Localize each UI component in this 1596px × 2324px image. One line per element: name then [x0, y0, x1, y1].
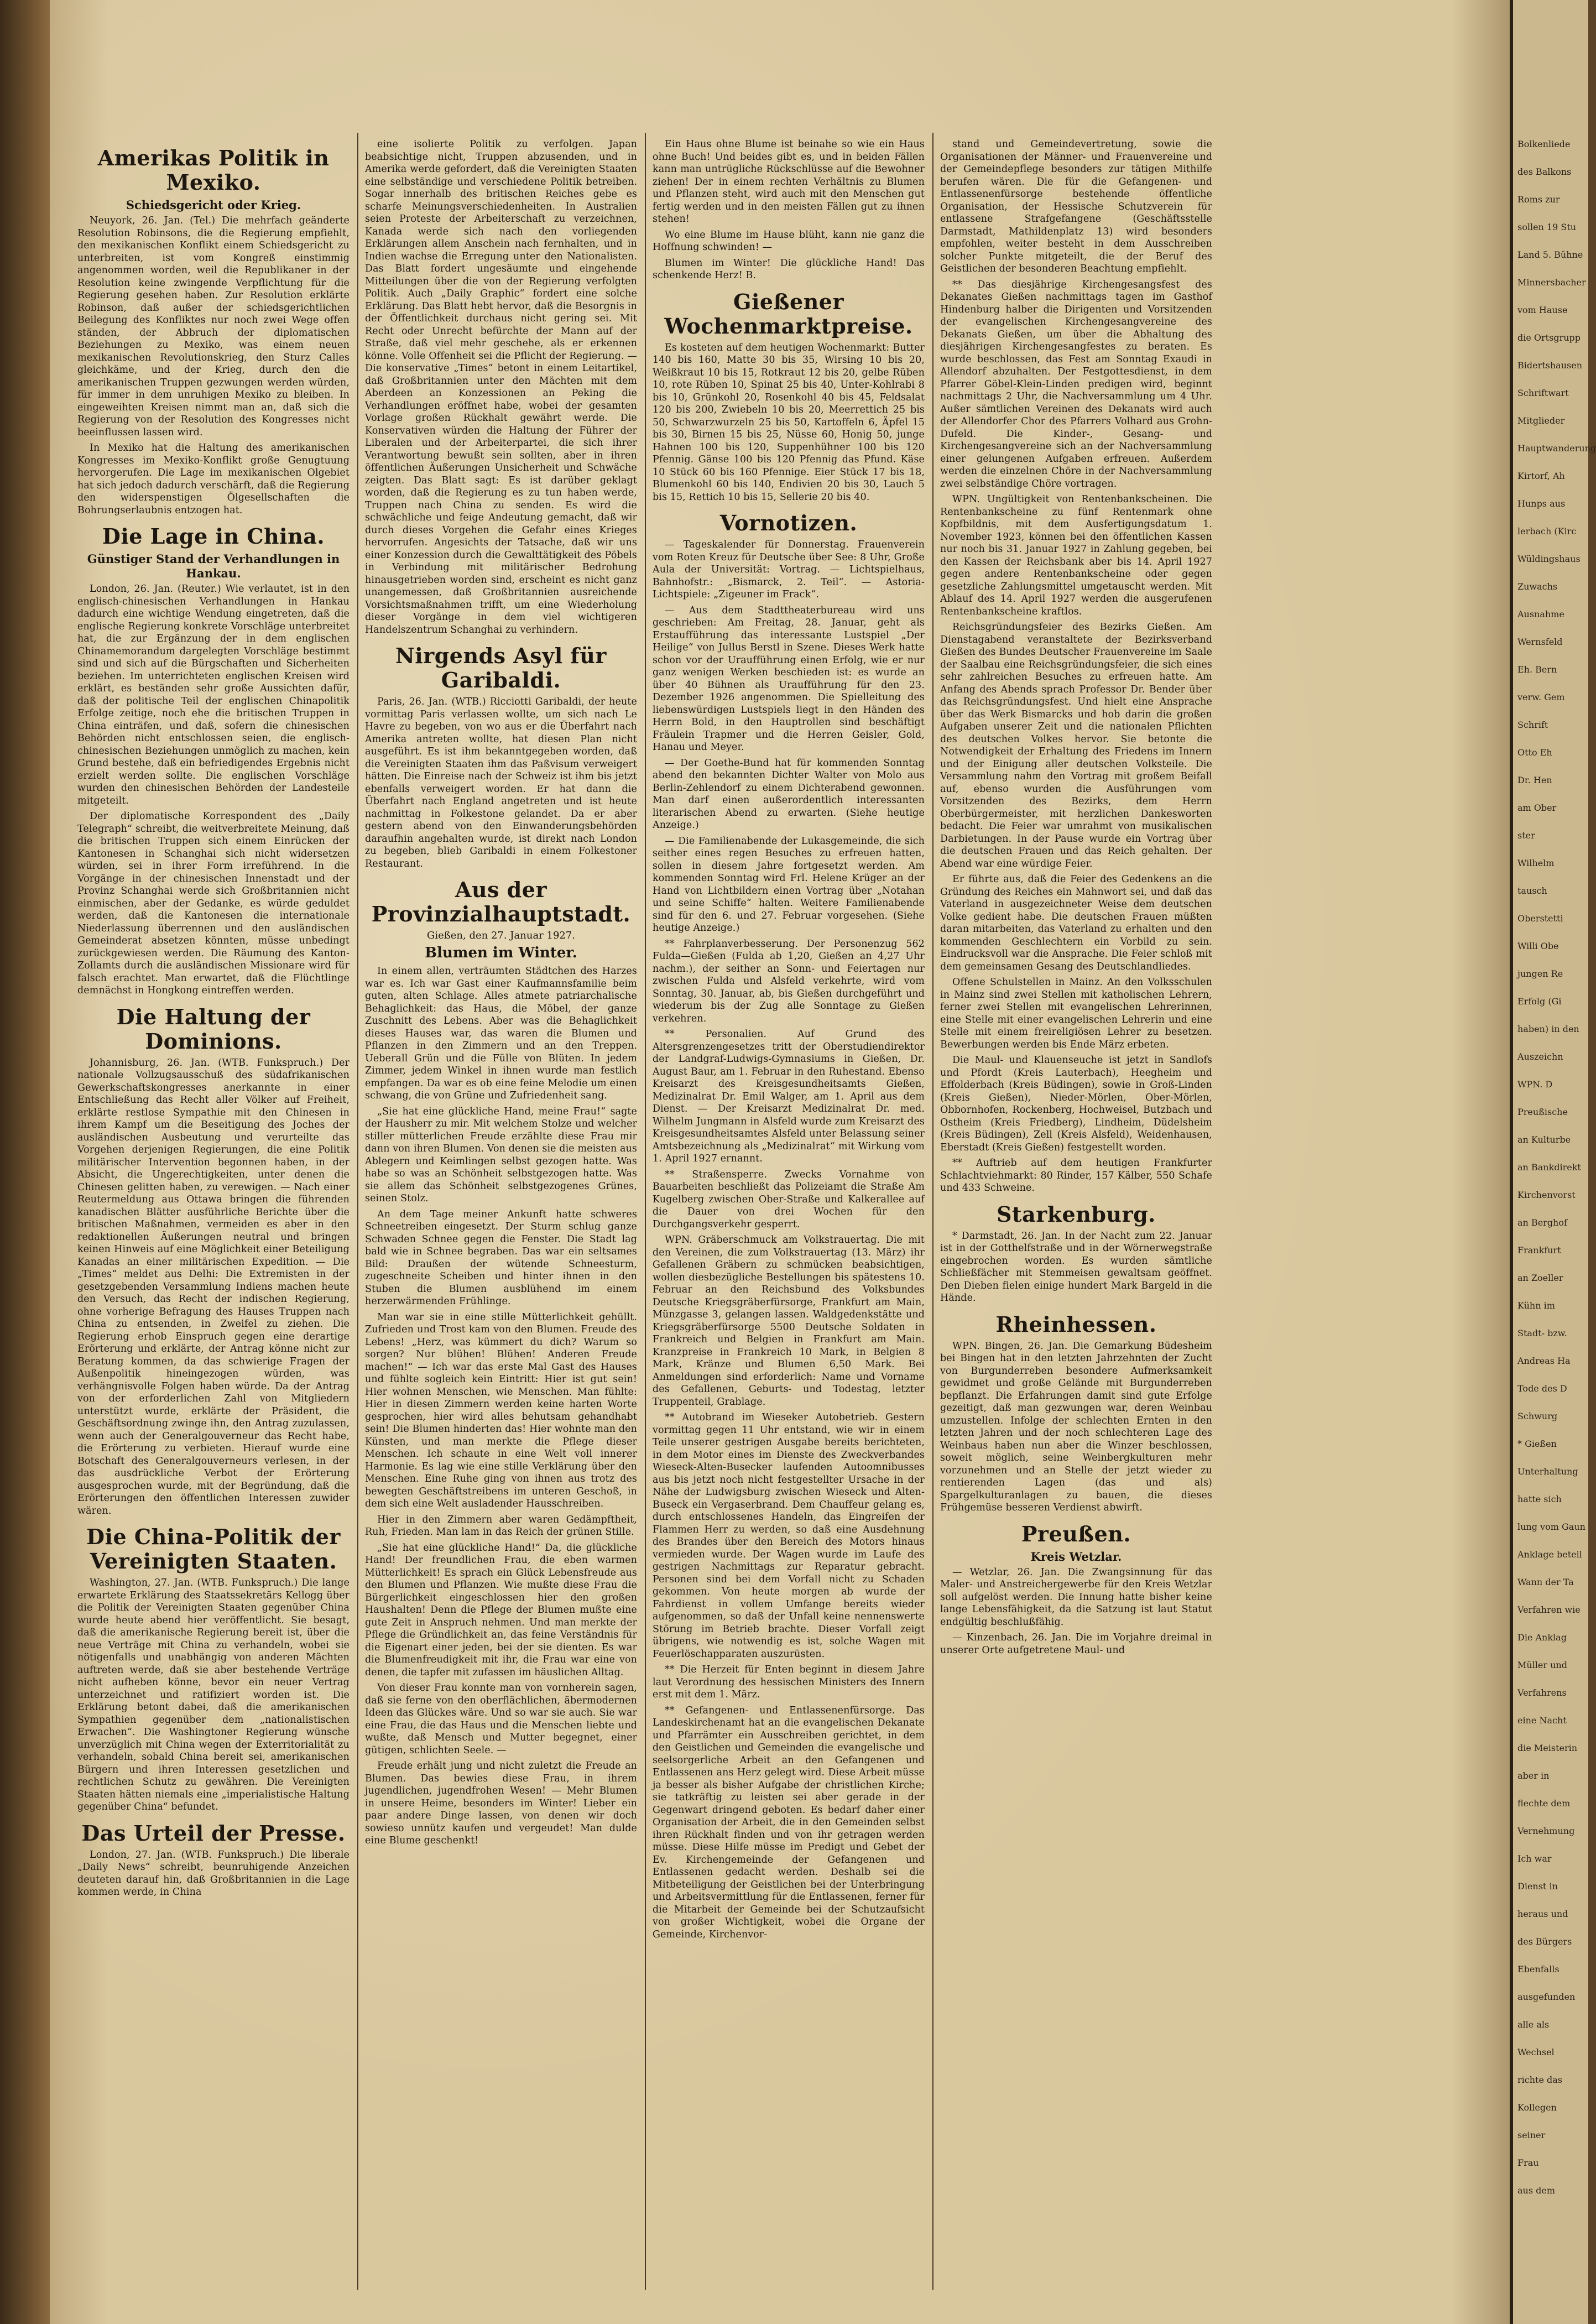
paragraph: Offene Schulstellen in Mainz. An den Volksschulen in Mainz sind zwei Stellen mit katholischen Lehrern, ferner zwei Stellen mit evangelischen Lehrerinnen, eine Stelle mit einer evangelischen Lehrerin und eine Stelle mit einem freireligiösen Lehrer zu besetzen. Bewerbungen werden bis Ende März erbeten.	[940, 977, 1212, 1050]
column-3	[653, 138, 925, 2290]
adjacent-page-line: * Gießen	[1517, 1439, 1557, 1449]
article	[940, 138, 1212, 1195]
adjacent-page-line: des Bürgers	[1517, 1936, 1572, 1947]
paragraph: ** Die Herzeit für Enten beginnt in diesem Jahre laut Verordnung des hessischen Ministers des Innern erst mit dem 1. März.	[653, 1664, 925, 1700]
adjacent-page-line: die Meisterin	[1517, 1743, 1578, 1753]
adjacent-page-line: Schrift	[1517, 720, 1548, 730]
adjacent-page-line: Kirtorf, Ah	[1517, 471, 1565, 481]
adjacent-page-line: Mitglieder	[1517, 415, 1565, 426]
adjacent-page-line: Hauptwanderung	[1517, 443, 1596, 454]
paragraph: In einem allen, verträumten Städtchen des Harzes war es. Ich war Gast einer Kaufmannsfamilie beim guten, alten Schlage. Alles atmete patriarchalische Behaglichkeit: das Haus, die Möbel, der ganze Zuschnitt des Lebens. Aber was die Behaglichkeit dieses Hauses war, das waren die Blumen und Pflanzen in den Zimmern und an den Treppen. Ueberall Grün und die Fülle von Blüten. In jedem Zimmer, jedem Winkel in ihnen wurde man festlich empfangen. Da war es ob eine feine Melodie um einen schwang, die von Grüne und Zufriedenheit sang.	[365, 966, 637, 1101]
adjacent-page-line: Die Anklag	[1517, 1632, 1567, 1643]
paragraph: ** Autobrand im Wieseker Autobetrieb. Gestern vormittag gegen 11 Uhr entstand, wie wir in einem Teile unserer gestrigen Ausgabe bereits berichteten, in dem Motor eines im Dienste des Zweckverbandes Wieseck-Alten-Busecker laufenden Autoomnibusses aus bis jetzt noch nicht festgestellter Ursache in der Nähe der Ludwigsburg zwischen Wieseck und Alten-Buseck ein Vergaserbrand. Dem Chauffeur gelang es, durch entschlossenes Handeln, das Eingreifen der Flammen Herr zu werden, so daß eine Ausdehnung des Brandes über den Bereich des Motors hinaus vermieden wurde. Der Wagen wurde im Laufe des gestrigen Nachmittags zur Reparatur gebracht. Personen sind bei dem Vorfall nicht zu Schaden gekommen. Von heute morgen ab wurde der Fahrdienst in vollem Umfange bereits wieder aufgenommen, so daß der Unfall keine nennenswerte Störung im Betrieb brachte. Dieser Vorfall zeigt übrigens, wie notwendig es ist, solche Wagen mit Feuerlöschapparaten auszurüsten.	[653, 1412, 925, 1660]
adjacent-page-line: Kirchenvorst	[1517, 1190, 1576, 1200]
adjacent-page-line: Eh. Bern	[1517, 664, 1557, 675]
adjacent-page-line: an Berghof	[1517, 1217, 1567, 1228]
adjacent-page-line: Bidertshausen	[1517, 360, 1583, 371]
article-headline: Vornotizen.	[719, 510, 858, 535]
article-subheadline: Günstiger Stand der Verhandlungen in Hankau.	[87, 552, 340, 580]
adjacent-page-line: Wilhelm	[1517, 858, 1555, 868]
paragraph: An dem Tage meiner Ankunft hatte schweres Schneetreiben eingesetzt. Der Sturm schlug ganze Schwaden Schnee gegen die Fenster. Die Stadt lag bald wie in Schnee begraben. Das war ein seltsames Bild: Draußen der wütende Schneesturm, zugeschneite Scheiben und hinter ihnen in den Stuben die Blumen ausblühend im einem herzerwärmenden Frühlinge.	[365, 1208, 637, 1307]
adjacent-page-line: Schwurg	[1517, 1411, 1558, 1421]
article	[653, 290, 925, 504]
paragraph: Blumen im Winter! Die glückliche Hand! Das schenkende Herz! B.	[653, 257, 925, 281]
adjacent-page-line: alle als	[1517, 2019, 1550, 2030]
paragraph: In Mexiko hat die Haltung des amerikanischen Kongresses im Mexiko-Konflikt große Genugtuung hervorgerufen. Die Lage im mexikanischen Olgebiet hat sich jedoch dadurch verschärft, daß die Regierung den widerspenstigen Ölgesellschaften die Bohrungserlaubnis entzogen hat.	[77, 442, 350, 516]
article-headline: Die China-Politik der Vereinigten Staaten.	[86, 1524, 341, 1573]
adjacent-page-line: Otto Eh	[1517, 747, 1552, 758]
adjacent-page-line: Wernsfeld	[1517, 637, 1563, 647]
article	[77, 1821, 350, 1899]
paragraph: stand und Gemeindevertretung, sowie die Organisationen der Männer- und Frauenvereine und der Gemeindepflege besonders zur tätigen Mithilfe berufen wären. Die für die Gefangenen- und Entlassenenfürsorge bestehende öffentliche Organisation, der Hessische Schutzverein für entlassene Strafgefangene (Geschäftsstelle Darmstadt, Mathildenplatz 13) wird besonders empfohlen, weiter besteht in dem Ausschreiben solcher Punkte mitgeteilt, die der Beruf des Geistlichen der besonderen Beachtung empfiehlt.	[940, 139, 1212, 274]
article-subheadline: Kreis Wetzlar.	[1030, 1549, 1122, 1564]
article-subheadline: Schiedsgericht oder Krieg.	[126, 198, 301, 212]
adjacent-page-line: lung vom Gaun	[1517, 1521, 1585, 1532]
adjacent-page-line: Kollegen	[1517, 2102, 1557, 2113]
adjacent-page-line: an Bankdirekt	[1517, 1162, 1581, 1173]
paragraph: Johannisburg, 26. Jan. (WTB. Funkspruch.) Der nationale Vollzugsausschuß des südafrikanischen Gewerkschaftskongresses anerkannte in einer Entschließung das Recht aller Völker auf Freiheit, erklärte restlose Sympathie mit den Chinesen in ihrem Kampf um die Beseitigung des Joches der ausländischen Ausbeutung und verurteilte das Vorgehen derjenigen Regierungen, die eine Politik militärischer Intervention begonnen haben, in der Absicht, die Ungerechtigkeiten, unter denen die Chinesen gelitten haben, zu verewigen. — Nach einer Reutermeldung aus Ottawa bringen die führenden kanadischen Blätter ausführliche Berichte über die britischen Maßnahmen, vermeiden es aber in den redaktionellen Äußerungen neutral und bringen keinen Hinweis auf eine Möglichkeit einer Beteiligung Kanadas an einer militärischen Expedition. — Die „Times“ meldet aus Delhi: Die Extremisten in der gesetzgebenden Versammlung Indiens machen heute den Versuch, das Recht der indischen Regierung, ohne vorherige Befragung des Hauses Truppen nach China zu entsenden, in Zweifel zu ziehen. Die Regierung erhob Einspruch gegen eine derartige Erörterung und erklärte, der Antrag könne nicht zur Beratung kommen, da das schwierige Fragen der Außenpolitik hineingezogen würden, was verhängnisvolle Folgen haben würde. Da der Antrag von der erforderlichen Zahl von Mitgliedern unterstützt wurde, erklärte der Präsident, die Geschäftsordnung zwinge ihn, den Antrag zuzulassen, wenn auch der Generalgouverneur das Recht habe, die Erörterung zu verbieten. Hierauf wurde eine Botschaft des Generalgouverneurs verlesen, in der das ausdrückliche Verbot der Erörterung ausgesprochen wurde, mit der Begründung, daß die Erörterungen den öffentlichen Interessen zuwider wären.	[77, 1057, 350, 1517]
paragraph: ** Personalien. Auf Grund des Altersgrenzengesetzes tritt der Oberstudiendirektor der Landgraf-Ludwigs-Gymnasiums in Gießen, Dr. August Baur, am 1. Februar in den Ruhestand. Ebenso Kreisarzt des Kreisgesundheitsamts Gießen, Medizinalrat Dr. Emil Walger, am 1. April aus dem Dienst. — Der Kreisarzt Medizinalrat Dr. med. Wilhelm Jungmann in Alsfeld wurde zum Kreisarzt des Kreisgesundheitsamtes Alsfeld unter Belassung seiner Amtsbezeichnung als „Medizinalrat“ mit Wirkung vom 1. April 1927 ernannt.	[653, 1029, 925, 1164]
adjacent-page-line: Andreas Ha	[1517, 1356, 1571, 1366]
paragraph: Washington, 27. Jan. (WTB. Funkspruch.) Die lange erwartete Erklärung des Staatssekretärs Kellogg über die Politik der Vereinigten Staaten gegenüber China wurde heute abend hier veröffentlicht. Sie besagt, daß die amerikanische Regierung bereit ist, über die neue Verträge mit China zu verhandeln, wobei sie nötigenfalls und unabhängig von anderen Mächten auftreten werde, daß sie aber bestehende Verträge nicht aufheben könne, bevor ein neuer Vertrag unterzeichnet und ratifiziert worden ist. Die Erklärung betont dabei, daß die amerikanischen Sympathien gegenüber dem „nationalistischen Erwachen“. Die Washingtoner Regierung wünsche unverzüglich mit China wegen der Exterritorialität zu verhandeln, sobald China bereit sei, amerikanischen Bürgern und ihren Interessen gesetzlichen und rechtlichen Schutz zu gewähren. Die Vereinigten Staaten hätten niemals eine „imperialistische Haltung gegenüber China“ befundet.	[77, 1577, 350, 1812]
column-rule	[645, 133, 646, 2290]
paragraph: — Wetzlar, 26. Jan. Die Zwangsinnung für das Maler- und Anstreichergewerbe für den Kreis Wetzlar soll aufgelöst werden. Die Innung hatte bisher keine lange Lebensfähigkeit, da die Satzung ist laut Statut endgültig beschlußfähig.	[940, 1566, 1212, 1628]
article-headline: Amerikas Politik in Mexiko.	[97, 145, 330, 195]
adjacent-page-line: Verfahren wie	[1517, 1604, 1581, 1615]
paragraph: Die Maul- und Klauenseuche ist jetzt in Sandlofs und Pfordt (Kreis Lauterbach), Heegheim und Effolderbach (Kreis Büdingen), sowie in Groß-Linden (Kreis Gießen), Nieder-Mörlen, Ober-Mörlen, Obbornhofen, Rockenberg, Hochweisel, Butzbach und Ostheim (Kreis Friedberg), Lindheim, Düdelsheim (Kreis Büdingen), Zell (Kreis Alsfeld), Weidenhausen, Eberstadt (Kreis Gießen) festgestellt worden.	[940, 1055, 1212, 1153]
article	[365, 644, 637, 870]
adjacent-page-line: Erfolg (Gi	[1517, 996, 1562, 1007]
adjacent-page-line: Ausnahme	[1517, 609, 1564, 619]
adjacent-page-line: Wechsel	[1517, 2047, 1555, 2057]
adjacent-page-line: tausch	[1517, 885, 1547, 896]
article-headline: Preußen.	[1021, 1521, 1131, 1546]
adjacent-page-line: Müller und	[1517, 1660, 1567, 1670]
adjacent-page-line: lerbach (Kirc	[1517, 526, 1577, 536]
adjacent-page-line: Willi Obe	[1517, 941, 1559, 951]
article-headline: Rheinhessen.	[995, 1311, 1157, 1337]
adjacent-page-line: Preußische	[1517, 1107, 1568, 1117]
paragraph: — Kinzenbach, 26. Jan. Die im Vorjahre dreimal in unserer Orte aufgetretene Maul- und	[940, 1632, 1212, 1656]
article	[77, 1005, 350, 1518]
adjacent-page-line: ausgefunden	[1517, 1992, 1576, 2002]
article	[365, 945, 637, 1847]
article	[77, 146, 350, 517]
adjacent-page-line: Roms zur	[1517, 194, 1560, 205]
paragraph: ** Fahrplanverbesserung. Der Personenzug 562 Fulda—Gießen (Fulda ab 1,20, Gießen an 4,27 Uhr nachm.), der seither an Sonn- und Feiertagen nur zwischen Fulda und Alsfeld verkehrte, wird vom Sonntag, 30. Januar, ab, bis Gießen durchgeführt und wiederum bis der Zug alle Sonntage zu Gießen verkehren.	[653, 938, 925, 1024]
book-binding	[0, 0, 50, 2324]
adjacent-page-line: Oberstetti	[1517, 913, 1563, 924]
adjacent-page-line: an Kulturbe	[1517, 1134, 1571, 1145]
adjacent-page-line: richte das	[1517, 2075, 1563, 2085]
adjacent-page-line: Ebenfalls	[1517, 1964, 1560, 1974]
adjacent-page-line: Unterhaltung	[1517, 1466, 1578, 1477]
adjacent-page-line: jungen Re	[1517, 968, 1563, 979]
article-headline: Die Lage in China.	[102, 524, 325, 549]
article-headline: Aus der Provinzialhauptstadt.	[371, 877, 631, 926]
paragraph: — Aus dem Stadttheaterbureau wird uns geschrieben: Am Freitag, 28. Januar, geht als Erstaufführung das interessante Lustspiel „Der Heilige“ von Jullus Berstl in Szene. Dieses Werk hatte schon vor der Uraufführung einen Erfolg, wie er nur ganz wenigen Werken beschieden ist: es wurde an über 40 Bühnen als Uraufführung für den 23. Dezember 1926 angenommen. Die Spielleitung des liebenswürdigen Lustspiels liegt in den Händen des Herrn Bold, in den Hauptrollen sind beschäftigt Fräulein Trapmer und die Herren Geisler, Gold, Hanau und Meyer.	[653, 605, 925, 753]
adjacent-page-line: des Balkons	[1517, 166, 1572, 177]
paragraph: WPN. Ungültigkeit von Rentenbankscheinen. Die Rentenbankscheine zu fünf Rentenmark ohne Kopfbildnis, mit dem Ausfertigungsdatum 1. November 1923, können bei den öffentlichen Kassen nur noch bis 31. Januar 1927 in Zahlung gegeben, bei den Kassen der Reichsbank aber bis 14. April 1927 gegen andere Rentenbankscheine oder gegen gesetzliche Zahlungsmittel umgetauscht werden. Mit Ablauf des 14. April 1927 werden die ausgerufenen Rentenbankscheine kraftlos.	[940, 494, 1212, 617]
article	[940, 1522, 1212, 1657]
paragraph: Man war sie in eine stille Mütterlichkeit gehüllt. Zufrieden und Trost kam von den Blumen. Freude des Lebens! „Herz, was kümmert du dich? Warum so sorgen? Nur blühen! Blühen! Anderen Freude machen!“ — Ich war das erste Mal Gast des Hauses und fühlte sogleich kein Eintritt: Hier ist gut sein! Hier wohnen Menschen, wie Menschen. Man fühlte: Hier in diesen Zimmern werden keine harten Worte gesprochen, hier wird alles behutsam gehandhabt sein! Die Blumen hinderten das! Hier wohnte man den Künsten, und man merkte die Pflege dieser Menschen. Ich schaute in eine Welt voll innerer Harmonie. Es lag wie eine stille Verklärung über den Menschen. Eine Ruhe ging von ihnen aus trotz des bewegten Geschäftstreibens im unteren Geschoß, in dem sich eine Welt ausladender Hausschreiben.	[365, 1311, 637, 1509]
adjacent-page-line: Verfahrens	[1517, 1687, 1567, 1698]
adjacent-page-line: Stadt- bzw.	[1517, 1328, 1567, 1338]
adjacent-page-line: Frau	[1517, 2158, 1539, 2168]
adjacent-page-line: seiner	[1517, 2130, 1546, 2140]
article	[940, 1202, 1212, 1305]
column-2	[365, 138, 637, 2290]
adjacent-page-line: die Ortsgrupp	[1517, 332, 1581, 343]
article-headline: Das Urteil der Presse.	[81, 1820, 346, 1846]
paragraph: Reichsgründungsfeier des Bezirks Gießen. Am Dienstagabend veranstaltete der Bezirksverband Gießen des Bundes Deutscher Frauenvereine im Saale der Saalbau eine Reichsgründungsfeier, die sich eines sehr zahlreichen Besuches zu erfreuen hatte. Am Anfang des Abends sprach Professor Dr. Bender über das Reichsgründungsfest. Und hielt eine Ansprache über das Werk Bismarcks und hob darin die großen Aufgaben unserer Zeit und die nationalen Pflichten des deutschen Volkes hervor. Sie betonte die Notwendigkeit der Erhaltung des Friedens im Innern und der Einigung aller deutschen Volksteile. Die Versammlung nahm den Vortrag mit großem Beifall auf, ebenso wurden die Ausführungen vom Vorsitzenden des Bezirks, dem Herrn Oberbürgermeister, mit herzlichen Dankesworten bedacht. Die Feier war umrahmt von musikalischen Darbietungen. In der Pause wurde ein Vortrag über die deutschen Frauen und das Reich gehalten. Der Abend war eine würdige Feier.	[940, 622, 1212, 869]
paragraph: Neuyork, 26. Jan. (Tel.) Die mehrfach geänderte Resolution Robinsons, die die Regierung empfiehlt, den mexikanischen Konflikt einem Schiedsgericht zu unterbreiten, ist vom Kongreß einstimmig angenommen worden, weil die Republikaner in der Resolution keine zwingende Verpflichtung für die Regierung gesehen haben. Zur Resolution erklärte Robinson, daß außer der schiedsgerichtlichen Beilegung des Konfliktes nur noch zwei Wege offen ständen, der Abbruch der diplomatischen Beziehungen zu Mexiko, was einem neuen mexikanischen Revolutionskrieg, den Sturz Calles gleichkäme, und der Krieg, durch den die amerikanischen Truppen gezwungen werden würden, für immer in dem unruhigen Mexiko zu bleiben. In eingeweihten Kreisen nimmt man an, daß sich die Regierung von der Resolution des Kongresses nicht beeinflussen lassen wird.	[77, 215, 350, 438]
adjacent-page-line: eine Nacht	[1517, 1715, 1567, 1726]
paragraph: — Der Goethe-Bund hat für kommenden Sonntag abend den bekannten Dichter Walter von Molo aus Berlin-Zehlendorf zu einem Dichterabend gewonnen. Man darf einen außerordentlich interessanten literarischen Abend zu erwarten. (Siehe heutige Anzeige.)	[653, 757, 925, 831]
adjacent-page-line: haben) in den	[1517, 1024, 1579, 1034]
adjacent-page-line: verw. Gem	[1517, 692, 1565, 702]
paragraph: WPN. Bingen, 26. Jan. Die Gemarkung Büdesheim bei Bingen hat in den letzten Jahrzehnten der Zucht von Burgunderreben besondere Aufmerksamkeit gewidmet und große Gelände mit Burgunderreben bepflanzt. Die Erfahrungen damit sind gute Erfolge gezeitigt, daß man gezwungen war, deren Weinbau umzustellen. Infolge der schlechten Ernten in den letzten Jahren und der noch schlechteren Lage des Weinbaus haben nun aber die Winzer beschlossen, soweit möglich, seine Weinbergkulturen mehr vorzunehmen und an Stelle der jetzt wieder zu rentierenden Lagen (das und als) Spargelkulturanlagen zu bauen, die dieses Frühgemüse besseren Verdienst abwirft.	[940, 1340, 1212, 1513]
adjacent-page-line: Dr. Hen	[1517, 775, 1552, 785]
adjacent-page-line: Hunps aus	[1517, 498, 1566, 509]
adjacent-page-line: Vernehmung	[1517, 1826, 1575, 1836]
adjacent-page-line: Kühn im	[1517, 1300, 1555, 1311]
adjacent-page-line: sollen 19 Stu	[1517, 222, 1577, 232]
article	[940, 1312, 1212, 1514]
adjacent-page-line: Dienst in	[1517, 1881, 1558, 1891]
adjacent-page-line: heraus und	[1517, 1909, 1568, 1919]
adjacent-page-line: WPN. D	[1517, 1079, 1553, 1090]
article	[365, 878, 637, 941]
paragraph: WPN. Gräberschmuck am Volkstrauertag. Die mit den Vereinen, die zum Volkstrauertag (13. März) ihr Gefallenen Gräbern zu schmücken beabsichtigen, wollen diesbezügliche Bestellungen bis spätestens 10. Februar an den Reichsbund des Volksbundes Deutsche Kriegsgräberfürsorge, Frankfurt am Main, Münzgasse 3, gelangen lassen. Waldgedenkstätte und Kriegsgräberfürsorge 5500 Deutsche Soldaten in Frankreich und Belgien in Frankfurt am Main. Kranzpreise in Frankreich 10 Mark, in Belgien 8 Mark, Kränze und Blumen 6,50 Mark. Bei Anmeldungen sind erforderlich: Name und Vorname des Gefallenen, Geburts- und Todestag, letzter Truppenteil, Grablage.	[653, 1234, 925, 1408]
paragraph: ** Auftrieb auf dem heutigen Frankfurter Schlachtviehmarkt: 80 Rinder, 157 Kälber, 550 Schafe und 433 Schweine.	[940, 1158, 1212, 1194]
article	[365, 138, 637, 636]
article-headline: Gießener Wochenmarktpreise.	[664, 289, 913, 338]
adjacent-page-line: Schriftwart	[1517, 388, 1569, 398]
adjacent-page-line: vom Hause	[1517, 305, 1568, 315]
adjacent-page-line: Wüldingshaus	[1517, 554, 1581, 564]
paragraph: Wo eine Blume im Hause blüht, kann nie ganz die Hoffnung schwinden! —	[653, 229, 925, 253]
adjacent-page-line: Bolkenliede	[1517, 139, 1571, 149]
adjacent-page-line: Frankfurt	[1517, 1245, 1561, 1255]
paragraph: Von dieser Frau konnte man von vornherein sagen, daß sie ferne von den oberflächlichen, äbermodernen Ideen das Glückes wäre. Und so war sie auch. Sie war eine Frau, die das Haus und die Menschen liebte und wußte, daß Mensch und Mutter begegnet, einer gütigen, schlichten Seele. —	[365, 1682, 637, 1756]
adjacent-page-line: Tode des D	[1517, 1383, 1567, 1394]
paragraph: „Sie hat eine glückliche Hand!“ Da, die glückliche Hand! Der freundlichen Frau, die eben warmen Mütterlichkeit! Es sprach ein Glück Lebensfreude aus den Blumen und Pflanzen. Wie mußte diese Frau die Bürgerlichkeit eingeschlossen hier den großen Haushalten! Denn die Pflege der Blumen mußte eine gute Zeit in Anspruch nehmen. Und man merkte der Pflege die Gründlichkeit an, das feine Verständnis für die Eigenart einer jeden, bei der sie dienten. Es war die Blumenfreudigkeit mit ihr, die Frau war eine von denen, die tapfer mit zufassen im häuslichen Alltag.	[365, 1542, 637, 1678]
adjacent-page-line: aus dem	[1517, 2185, 1556, 2196]
adjacent-page-line: Auszeichn	[1517, 1051, 1563, 1062]
paragraph: Paris, 26. Jan. (WTB.) Ricciotti Garibaldi, der heute vormittag Paris verlassen wollte, um sich nach Le Havre zu begeben, von wo aus er die Überfahrt nach Amerika antreten wollte, hat diesen Plan nicht ausgeführt. Es ist ihm bekanntgegeben worden, daß die Vereinigten Staaten ihm das Paßvisum verweigert hätten. Die Einreise nach der Schweiz ist ihm bis jetzt ebenfalls verweigert worden. Er hat dann die Überfahrt nach England angetreten und ist heute nachmittag in Folkestone gelandet. Da er aber gestern abend von den Einwanderungsbehörden daraufhin angehalten wurde, ist direkt nach London zu begeben, blieb Garibaldi in einem Folkestoner Restaurant.	[365, 696, 637, 869]
article	[77, 524, 350, 997]
paragraph: eine isolierte Politik zu verfolgen. Japan beabsichtige nicht, Truppen abzusenden, und in Amerika werde gefordert, daß die Vereinigten Staaten eine selbständige und verschiedene Politik betreiben. Sogar innerhalb des britischen Reiches gebe es scharfe Meinungsverschiedenheiten. In Australien seien Proteste der Arbeiterschaft zu verzeichnen, Kanada werde sich nach den vorliegenden Erklärungen allem Anschein nach fernhalten, und in Indien wachse die Erregung unter den Nationalisten. Das Blatt fordert ungesäumte und eingehende Mitteilungen über die von der Regierung verfolgten Politik. Auch „Daily Graphic“ fordert eine solche Erklärung. Das Blatt hebt hervor, daß die Besorgnis in der Öffentlichkeit durchaus nicht gering sei. Mit Recht oder Unrecht befürchte der Mann auf der Straße, daß viel mehr geschehe, als er erkennen könne. Volle Offenheit sei die Pflicht der Regierung. — Die konservative „Times“ betont in einem Leitartikel, daß Großbritannien unter den Mächten mit dem Aberdeen an Konzessionen an Peking die Verhandlungen eröffnet habe, wobei der gesamten Vorlage großen Rückhalt gewährt werde. Die Konservativen würden die Haltung der Führer der Liberalen und der Arbeiterpartei, die sich ihrer Verantwortung bewußt sein sollten, aber in ihren öffentlichen Äußerungen Unsicherheit und Schwäche zeigten. Das Blatt sagt: Es ist darüber geklagt worden, daß die Regierung es zu tun haben werde, Truppen nach China zu senden. Es wird die schwächliche und feige Andeutung gemacht, daß wir durch dieses Vorgehen die Gefahr eines Krieges hervorrufen. Angesichts der Tatsache, daß wir uns einer Konzession durch die Gewalttätigkeit des Pöbels in Verbindung mit militärischer Bedrohung hinausgetrieben worden sind, erscheint es nicht ganz unangemessen, daß Großbritannien ausreichende Vorsichtsmaßnahmen trifft, um eine Wiederholung dieser Vorgänge in dem viel wichtigeren Handelszentrum Schanghai zu verhindern.	[365, 139, 637, 635]
adjacent-page-line: aber in	[1517, 1770, 1550, 1781]
article	[653, 138, 925, 282]
paragraph: Der diplomatische Korrespondent des „Daily Telegraph“ schreibt, die weitverbreitete Meinung, daß die britischen Truppen sich einem Einrücken der Kantonesen in Schanghai sich nicht widersetzen würden, sei in ihrer Form irreführend. In die Vorgänge in der chinesischen Innenstadt und der Provinz Schanghai werde sich Großbritannien nicht einmischen, aber der Gedanke, es würde geduldet werden, daß die Kantonesen die internationale Niederlassung überrennen und den ausländischen Gemeinderat absetzen könnten, müsse unbedingt zurückgewiesen werden. Die Räumung des Kanton-Zollamts durch die ausländischen Missionare wird für falsch erachtet. Man erwartet, daß die Flüchtlinge demnächst in Hongkong eintreffen werden.	[77, 811, 350, 996]
adjacent-page-line: Wann der Ta	[1517, 1577, 1574, 1587]
article-headline: Die Haltung der Dominions.	[116, 1004, 311, 1054]
adjacent-page-line: Zuwachs	[1517, 581, 1558, 592]
paragraph: — Die Familienabende der Lukasgemeinde, die sich seither eines regen Besuches zu erfreuen hatten, sollen in diesem Jahre fortgesetzt werden. Am kommenden Sonntag wird Frl. Helene Krüger an der Hand von Lichtbildern einen Vortrag über „Notahan und seine Schiffe“ halten. Weitere Familienabende sind für den 6. und 27. Februar vorgesehen. (Siehe heutige Anzeige.)	[653, 835, 925, 934]
adjacent-page-line: flechte dem	[1517, 1798, 1571, 1809]
paragraph: Freude erhält jung und nicht zuletzt die Freude an Blumen. Das bewies diese Frau, in ihrem jugendlichen, jugendfrohen Wesen! — Mehr Blumen in unsere Heime, besonders im Winter! Lieber ein paar andere Dinge lassen, von denen wir doch sowieso unnütz kaufen und vergeudet! Man dulde eine Blume geschenkt!	[365, 1760, 637, 1846]
adjacent-page-strip	[1510, 0, 1596, 2324]
article-dateline: Gießen, den 27. Januar 1927.	[426, 930, 576, 941]
adjacent-page-line: Land 5. Bühne	[1517, 249, 1583, 260]
column-rule	[932, 133, 933, 2290]
adjacent-page-line: ster	[1517, 830, 1535, 841]
column-1	[77, 138, 350, 2290]
article	[653, 511, 925, 1941]
adjacent-page-line: an Zoeller	[1517, 1273, 1563, 1283]
paragraph: Er führte aus, daß die Feier des Gedenkens an die Gründung des Reiches ein Mahnwort sei, und daß das Vaterland in ausgezeichneter Weise dem deutschen Volke gedient habe. Die deutschen Frauen müßten daran mitarbeiten, das Vaterland zu erhalten und den kommenden Geschlechtern ein Vorbild zu sein. Eindrucksvoll war die Ansprache. Die Feier schloß mit dem gemeinsamen Gesang des Deutschlandliedes.	[940, 874, 1212, 972]
newspaper-page	[50, 0, 1510, 2324]
paragraph: Es kosteten auf dem heutigen Wochenmarkt: Butter 140 bis 160, Matte 30 bis 35, Wirsing 10 bis 20, Weißkraut 10 bis 15, Rotkraut 12 bis 20, gelbe Rüben 10, rote Rüben 10, Spinat 25 bis 40, Unter-Kohlrabi 8 bis 10, Grünkohl 20, Rosenkohl 40 bis 45, Feldsalat 120 bis 200, Zwiebeln 10 bis 20, Meerrettich 25 bis 50, Schwarzwurzeln 25 bis 50, Kartoffeln 6, Äpfel 15 bis 30, Birnen 15 bis 25, Nüsse 60, Honig 50, junge Hahnen 100 bis 120, Suppenhühner 100 bis 120 Pfennig. Gänse 100 bis 120 Pfennig das Pfund. Käse 10 Stück 60 bis 160 Pfennige. Eier Stück 17 bis 18, Blumenkohl 60 bis 140, Endivien 20 bis 30, Lauch 5 bis 15, Rettich 10 bis 15, Sellerie 20 bis 40.	[653, 342, 925, 503]
adjacent-page-line: hatte sich	[1517, 1494, 1562, 1504]
article	[77, 1525, 350, 1814]
adjacent-page-line: Anklage beteil	[1517, 1549, 1582, 1560]
paragraph: * Darmstadt, 26. Jan. In der Nacht zum 22. Januar ist in der Gotthelfstraße und in der Wörnerwegstraße eingebrochen worden. Es wurden sämtliche Schließfächer mit Stemmeisen gewaltsam geöffnet. Den Dieben fielen einige hundert Mark Bargeld in die Hände.	[940, 1230, 1212, 1304]
paragraph: London, 26. Jan. (Reuter.) Wie verlautet, ist in den englisch-chinesischen Verhandlungen in Hankau dadurch eine wichtige Wendung eingetreten, daß die englische Regierung konkrete Vorschläge unterbreitet hat, die zur Ergänzung der in dem englischen Chinamemorandum dargelegten Vorschläge bestimmt sind und sich auf die Bürgschaften und Sicherheiten beziehen. Im unterrichteten englischen Kreisen wird erklärt, es beständen sehr große Aussichten dafür, daß der politische Teil der englischen Chinapolitik Erfolge zeitige, noch ehe die britischen Truppen in China einträfen, und daß, sofern die chinesischen Behörden nicht entschlossen seien, die englisch-chinesischen Beziehungen unmöglich zu machen, kein Grund bestehe, daß ein befriedigendes Ergebnis nicht erzielt werden sollte. Die englischen Vorschläge wurden den chinesischen Behörden der Landesteile mitgeteilt.	[77, 583, 350, 806]
paragraph: ** Das diesjährige Kirchengesangsfest des Dekanates Gießen nachmittags tagen im Gasthof Hindenburg halber die Dirigenten und Vorsitzenden der evangelischen Kirchengesangvereine des Dekanats Gießen, um über die Abhaltung des diesjährigen Kirchengesangfestes zu beraten. Es wurde beschlossen, das Fest am Sonntag Exaudi in Allendorf abzuhalten. Der Festgottesdienst, in dem Pfarrer Göbel-Klein-Linden predigen wird, beginnt nachmittags 2 Uhr, die Nachversammlung um 4 Uhr. Außer sämtlichen Vereinen des Dekanats wird auch der Allendorfer Chor des Pfarrers Volhard aus Grohn-Dufeld. Die Kinder-, Gesang- und Kirchengesangvereine sich an der Nachversammlung einer gelungenen Aufgaben erfreuen. Außerdem werden die einzelnen Chöre in der Nachversammlung zwei selbständige Chöre vortragen.	[940, 279, 1212, 489]
adjacent-page-line: Ich war	[1517, 1853, 1552, 1864]
adjacent-page-line: Minnersbacher	[1517, 277, 1586, 288]
paragraph: Hier in den Zimmern aber waren Gedämpftheit, Ruh, Frieden. Man lam in das Reich der grünen Stille.	[365, 1514, 637, 1538]
paragraph: „Sie hat eine glückliche Hand, meine Frau!“ sagte der Hausherr zu mir. Mit welchem Stolze und welcher stiller mütterlichen Freude erzählte diese Frau mir dann von ihren Blumen. Von denen sie die meisten aus Ablegern und Keimlingen selbst gezogen hatte. Was habe so was an Schönheit selbstgezogen hatte. Was sie allem das Schönheit selbstgezogenes Grünes, seinen Stolz.	[365, 1106, 637, 1204]
column-4	[940, 138, 1212, 2290]
paragraph: Ein Haus ohne Blume ist beinahe so wie ein Haus ohne Buch! Und beides gibt es, und in beiden Fällen kann man untrügliche Rückschlüsse auf die Bewohner ziehen! Der in einem rechten Verhältnis zu Blumen und Pflanzen steht, wird auch mit den Menschen gut fertig werden und in den meisten Fällen gut zu ihnen stehen!	[653, 139, 925, 225]
article-headline: Blumen im Winter.	[425, 945, 577, 961]
paragraph: ** Straßensperre. Zwecks Vornahme von Bauarbeiten beschließt das Polizeiamt die Straße Am Kugelberg zwischen Ober-Straße und Kalkerallee auf die Dauer von drei Wochen für den Durchgangsverkehr gesperrt.	[653, 1169, 925, 1230]
paragraph: ** Gefangenen- und Entlassenenfürsorge. Das Landeskirchenamt hat an die evangelischen Dekanate und Pfarrämter ein Ausschreiben gerichtet, in dem den Geistlichen und Gemeinden die evangelische und seelsorgerliche Arbeit an den Gefangenen und Entlassenen ans Herz gelegt wird. Diese Arbeit müsse ja besser als bisher Aufgabe der christlichen Kirche; sie tatkräftig zu leisten sei aber gerade in der Gegenwart dringend geboten. Es bedarf daher einer Organisation der Arbeit, die in den Gemeinden selbst ihren Rückhalt finden und von ihr getragen werden müsse. Diese Hilfe müsse im Predigt und Gebet der Ev. Kirchengemeinde der Gefangenen und Entlassenen gedacht werden. Deshalb sei die Mitbeteiligung der Geistlichen bei der Unterbringung und Arbeitsvermittlung für die Entlassenen, ferner für die Mitarbeit der Gemeinde bei der Schutzaufsicht von großer Wichtigkeit, wobei die Organe der Gemeinde, Kirchenvor-	[653, 1705, 925, 1940]
article-headline: Starkenburg.	[997, 1201, 1156, 1227]
article-headline: Nirgends Asyl für Garibaldi.	[395, 643, 607, 692]
column-rule	[357, 133, 358, 2290]
paragraph: — Tageskalender für Donnerstag. Frauenverein vom Roten Kreuz für Deutsche über See: 8 Uhr, Große Aula der Universität: Vortrag. — Lichtspielhaus, Bahnhofstr.: „Bismarck, 2. Teil“. — Astoria-Lichtspiele: „Zigeuner im Frack“.	[653, 539, 925, 600]
paragraph: London, 27. Jan. (WTB. Funkspruch.) Die liberale „Daily News“ schreibt, beunruhigende Anzeichen deuteten darauf hin, daß Großbritannien in die Lage kommen werde, in China	[77, 1849, 350, 1898]
adjacent-page-line: am Ober	[1517, 803, 1557, 813]
